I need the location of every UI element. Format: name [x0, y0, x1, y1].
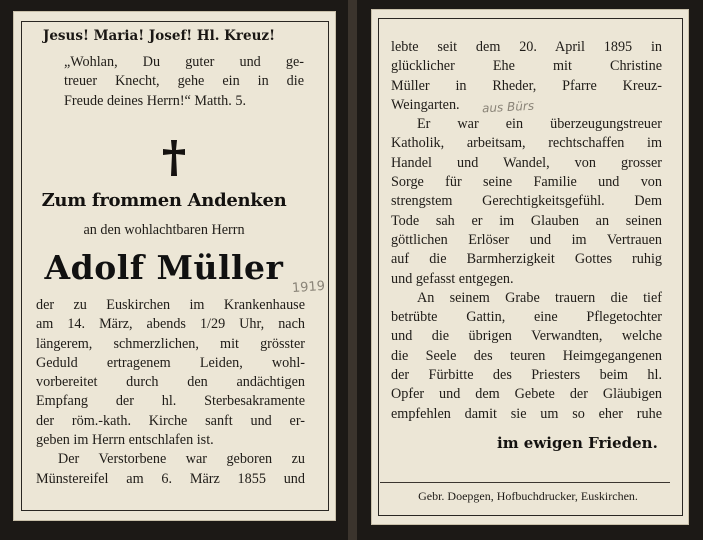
- memorial-heading: Zum frommen Andenken: [41, 190, 287, 211]
- text-line: Sorge für seine Familie und von: [391, 174, 662, 191]
- text-line: göttlichen Erlöser und im Vertrauen: [391, 231, 662, 248]
- text-line: An seinem Grabe trauern die tief: [417, 289, 662, 306]
- text-line: Handel und Wandel, von grosser: [391, 154, 662, 171]
- quote-line: „Wohlan, Du guter und ge-: [64, 54, 304, 70]
- text-line: Empfang der hl. Sterbesakramente: [36, 393, 305, 410]
- pencil-annotation: aus Bürs: [481, 98, 535, 116]
- bible-quote: [64, 53, 304, 111]
- text-line: glücklicher Ehe mit Christine: [391, 58, 662, 75]
- text-line: und gefasst entgegen.: [391, 270, 514, 287]
- text-line: der Fürbitte des Priesters beim hl.: [391, 367, 662, 384]
- book-gutter: [348, 0, 357, 540]
- text-line: Opfer und dem Gebete der Gläubigen: [391, 386, 662, 403]
- deceased-name: Adolf Müller: [44, 248, 284, 287]
- text-line: der zu Euskirchen im Krankenhause: [36, 297, 305, 313]
- text-line: auf die Barmherzigkeit Gottes ruhig: [391, 251, 662, 268]
- text-line: strengstem Gerechtigkeitsgefühl. Dem: [391, 193, 662, 210]
- text-line: empfehlen damit sie um so eher ruhe: [391, 405, 662, 422]
- text-line: Tode sah er im Glauben an seinen: [391, 212, 662, 229]
- text-line: Geduld ertragenem Leiden, wohl-: [36, 354, 305, 371]
- text-line: lebte seit dem 20. April 1895 in: [391, 39, 662, 55]
- subheading: an den wohlachtbaren Herrn: [83, 222, 245, 238]
- motto-line: Jesus! Maria! Josef! Hl. Kreuz!: [42, 28, 276, 44]
- text-line: Er war ein überzeugungstreuer: [417, 116, 662, 133]
- text-line: der röm.-kath. Kirche sanft und er-: [36, 412, 305, 429]
- latin-cross-icon: [161, 138, 187, 178]
- left-body-text: [36, 296, 305, 489]
- handwritten-year: 1919: [291, 278, 326, 297]
- text-line: Weingarten.: [391, 96, 460, 113]
- text-line: die Seele des teuren Heimgegangenen: [391, 347, 662, 364]
- printer-imprint: Gebr. Doepgen, Hofbuchdrucker, Euskirchen.: [418, 489, 638, 503]
- text-line: Müller in Rheder, Pfarre Kreuz-: [391, 77, 662, 94]
- text-line: längerem, schmerzlichen, mit grösster: [36, 335, 305, 352]
- text-line: am 14. März, abends 1/29 Uhr, nach: [36, 316, 305, 333]
- text-line: betrübte Gattin, eine Pflegetochter: [391, 309, 662, 326]
- quote-line: treuer Knecht, gehe ein in die: [64, 73, 304, 90]
- divider: [380, 482, 670, 483]
- text-line: Der Verstorbene war geboren zu: [58, 451, 305, 468]
- text-line: vorbereitet durch den andächtigen: [36, 374, 305, 391]
- text-line: Münstereifel am 6. März 1855 und: [36, 470, 305, 487]
- text-line: und die übrigen Verwandten, welche: [391, 328, 662, 345]
- closing-phrase: im ewigen Frieden.: [497, 434, 658, 452]
- quote-line: Freude deines Herrn!“ Matth. 5.: [64, 92, 247, 109]
- right-body-text: [391, 38, 662, 424]
- text-line: Katholik, arbeitsam, rechtschaffen im: [391, 135, 662, 152]
- text-line: geben im Herrn entschlafen ist.: [36, 432, 214, 449]
